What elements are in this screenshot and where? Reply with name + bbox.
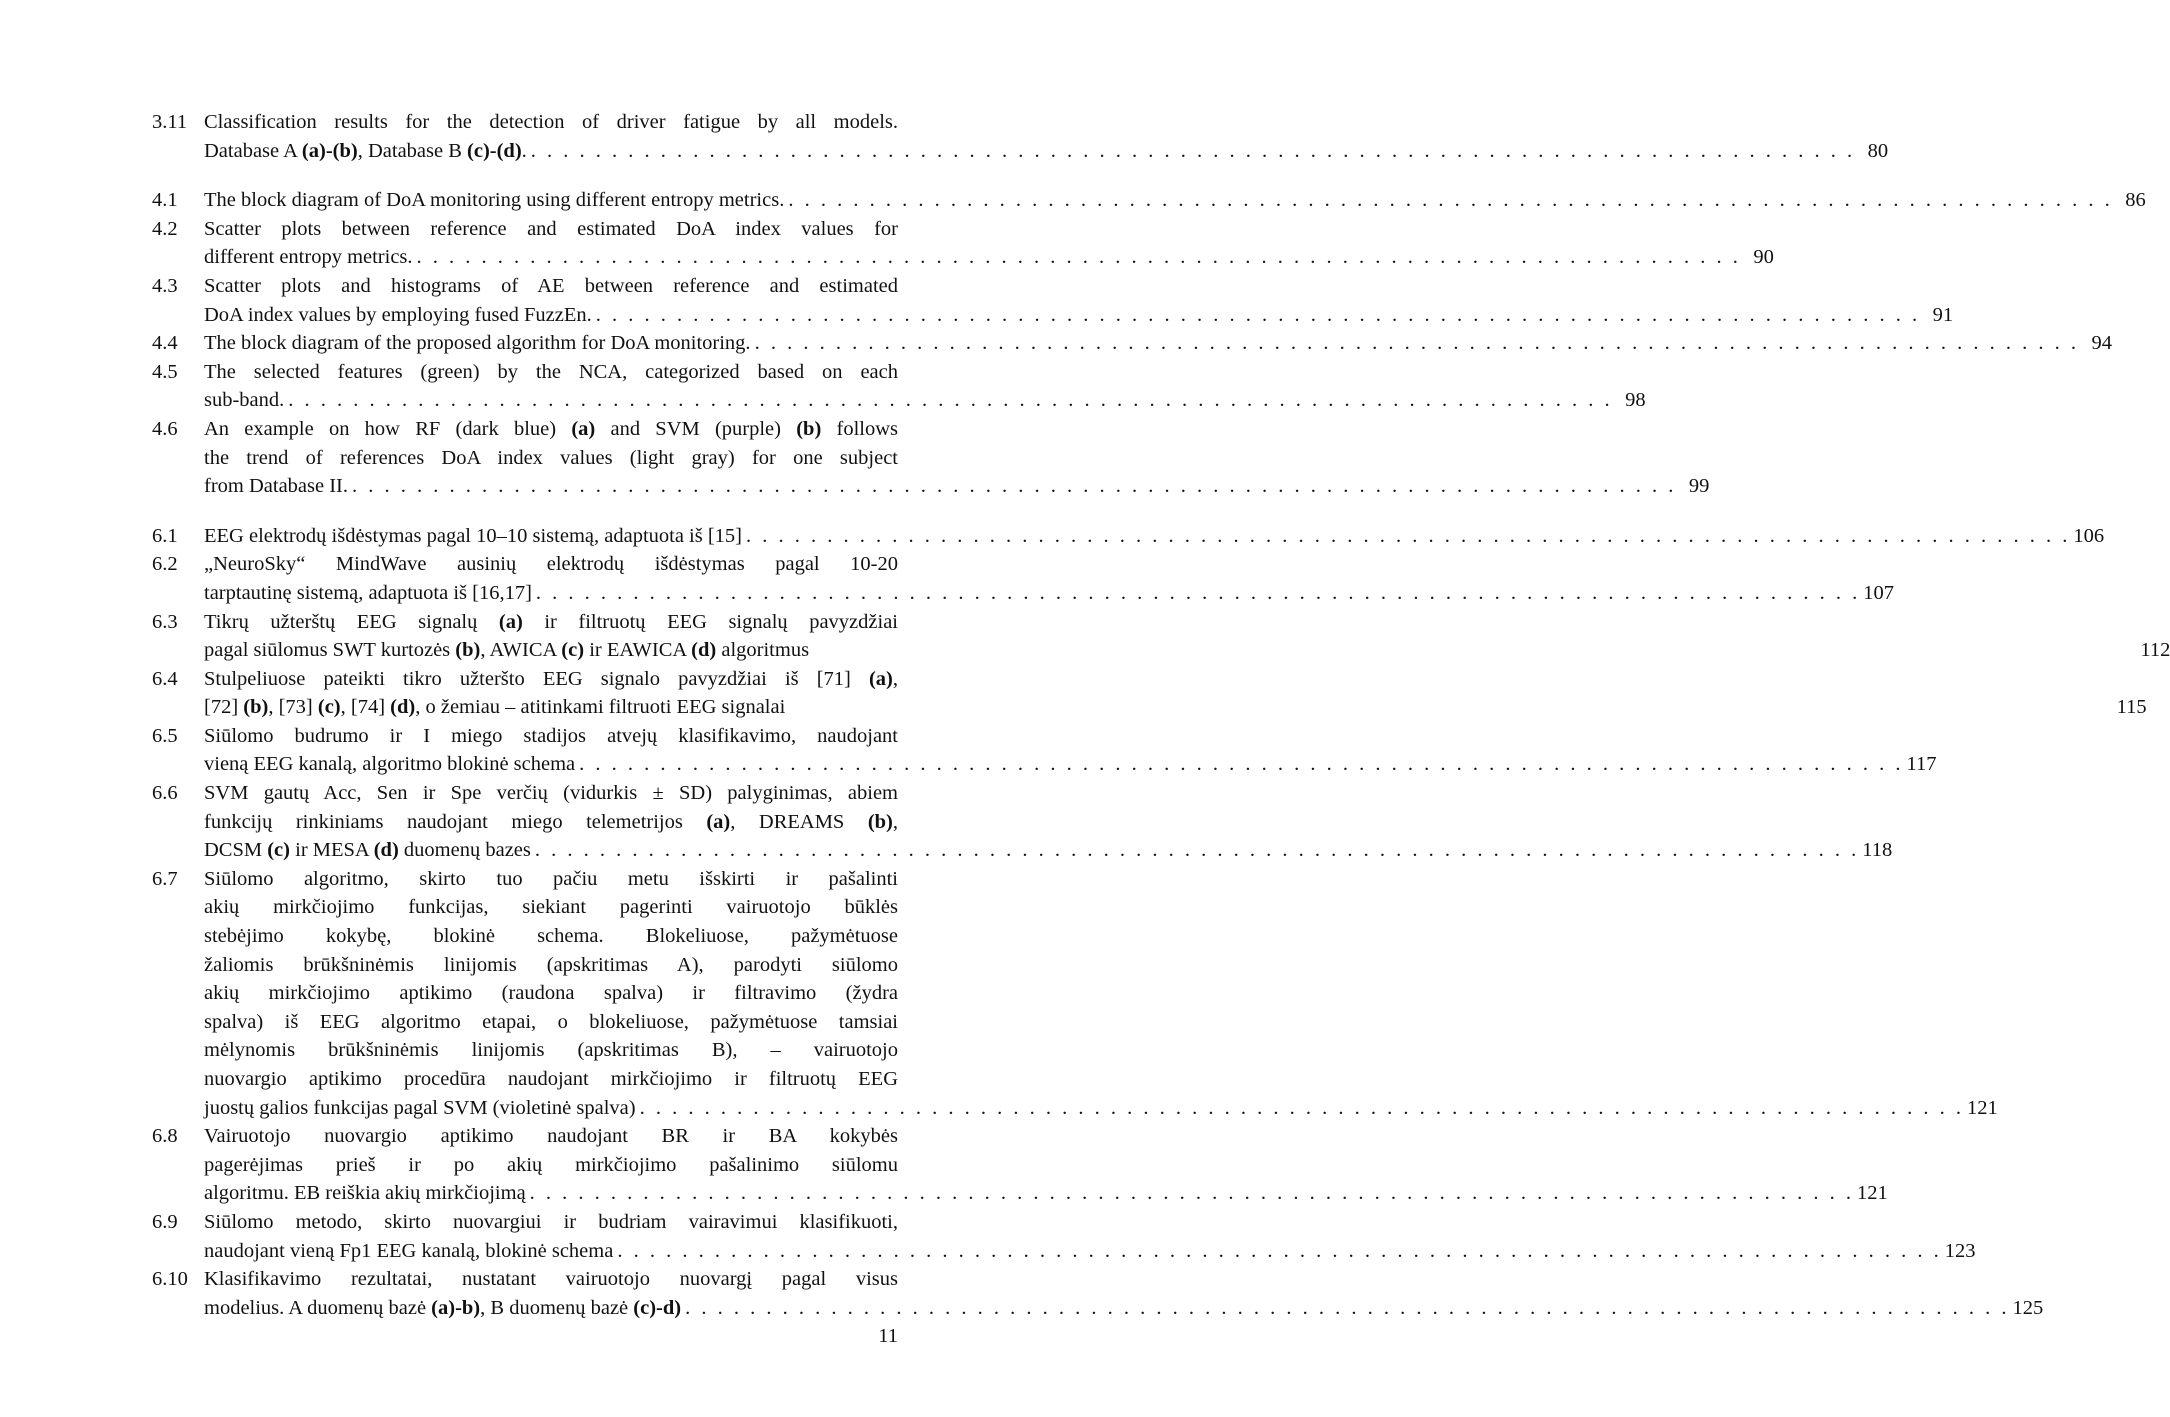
caption-line: SVM gautų Acc, Sen ir Spe verčių (vidurkis ± SD) palyginimas, abiem (204, 782, 898, 805)
figure-caption (204, 329, 2112, 358)
list-of-figures (152, 108, 2170, 1343)
entry-group (152, 186, 2146, 501)
caption-text: The block diagram of DoA monitoring using different entropy metrics. (204, 189, 785, 212)
figure-entry[interactable] (152, 865, 1998, 1122)
caption-line: stebėjimo kokybę, blokinė schema. Blokeliuose, pažymėtuose (204, 925, 898, 948)
page-ref: 98 (1625, 389, 1646, 412)
figure-number: 6.8 (152, 1125, 178, 1148)
caption-text: The block diagram of the proposed algorithm for DoA monitoring. (204, 332, 751, 355)
caption-text: modelius. A duomenų bazė (a)-b), B duomenų bazė (c)-d) (204, 1296, 682, 1319)
caption-text: sub-band. (204, 389, 285, 412)
page-ref: 121 (1966, 1096, 1998, 1119)
figure-caption (204, 865, 1998, 1122)
page-ref: 118 (1862, 839, 1893, 862)
figure-caption (204, 779, 1893, 865)
leader-dots (532, 579, 1857, 608)
caption-text: different entropy metrics. (204, 246, 413, 269)
caption-line: Klasifikavimo rezultatai, nustatant vairuotojo nuovargį pagal visus (204, 1268, 898, 1291)
leader-dots (613, 1237, 1938, 1266)
figure-number: 6.3 (152, 610, 178, 633)
caption-text: vieną EEG kanalą, algoritmo blokinė schema (204, 753, 576, 776)
figure-caption (204, 608, 2170, 665)
caption-line: Scatter plots between reference and estimated DoA index values for (204, 217, 898, 240)
page-ref: 115 (2116, 696, 2147, 719)
caption-line: Classification results for the detection of driver fatigue by all models. (204, 111, 898, 133)
caption-line: nuovargio aptikimo procedūra naudojant mirkčiojimo ir filtruotų EEG (204, 1068, 898, 1090)
caption-text: [72] (b), [73] (c), [74] (d), o žemiau – atitinkami filtruoti EEG signalai (204, 696, 786, 719)
figure-caption (204, 1122, 1888, 1208)
caption-line: Siūlomo metodo, skirto nuovargiui ir budriam vairavimui klasifikuoti, (204, 1210, 898, 1233)
figure-caption (204, 722, 1937, 779)
figure-entry[interactable] (152, 779, 1893, 865)
figure-number: 6.7 (152, 867, 178, 890)
figure-number: 4.4 (152, 332, 178, 355)
page-ref: 106 (2073, 524, 2105, 547)
caption-line: Tikrų užterštų EEG signalų (a) ir filtruotų EEG signalų pavyzdžiai (204, 610, 898, 633)
caption-text: naudojant vieną Fp1 EEG kanalą, blokinė schema (204, 1239, 614, 1262)
caption-text: pagal siūlomus SWT kurtozės (b), AWICA (c) ir EAWICA (d) algoritmus (204, 639, 810, 662)
caption-line: žaliomis brūkšninėmis linijomis (apskritimas A), parodyti siūlomo (204, 953, 898, 976)
caption-last-line (204, 386, 1646, 415)
caption-last-line (204, 301, 1954, 330)
figure-caption (204, 1265, 2044, 1322)
leader-dots (681, 1294, 2006, 1323)
figure-entry[interactable] (152, 1122, 1888, 1208)
caption-last-line (204, 243, 1774, 272)
caption-text: algoritmu. EB reiškia akių mirkčiojimą (204, 1182, 526, 1205)
leader-dots (531, 836, 1856, 865)
leader-dots (284, 386, 1609, 415)
page-ref: 107 (1863, 581, 1895, 604)
entry-group (152, 108, 1889, 165)
caption-text: Database A (a)-(b), Database B (c)-(d). (204, 139, 527, 162)
figure-number: 6.5 (152, 724, 178, 747)
page-ref: 90 (1753, 246, 1774, 269)
caption-last-line (204, 1294, 2044, 1323)
caption-line: funkcijų rinkiniams naudojant miego telemetrijos (a), DREAMS (b), (204, 810, 899, 833)
page-number: 11 (878, 1325, 898, 1347)
caption-line: The selected features (green) by the NCA, categorized based on each (204, 360, 898, 383)
leader-dots (751, 329, 2076, 358)
figure-number: 6.10 (152, 1268, 188, 1291)
figure-number: 4.6 (152, 417, 178, 440)
caption-last-line (204, 329, 2112, 358)
caption-last-line (204, 1179, 1888, 1208)
figure-caption (204, 550, 1895, 607)
page-ref: 94 (2091, 332, 2112, 355)
leader-dots (527, 137, 1852, 166)
caption-line: the trend of references DoA index values (light gray) for one subject (204, 446, 898, 469)
figure-entry[interactable] (152, 215, 1774, 272)
caption-last-line (204, 137, 1889, 166)
leader-dots (413, 243, 1738, 272)
caption-last-line (204, 1237, 1976, 1266)
page-ref: 80 (1867, 139, 1889, 162)
leader-dots (348, 472, 1673, 501)
figure-entry[interactable] (152, 522, 2105, 551)
caption-text: tarptautinę sistemą, adaptuota iš [16,17] (204, 581, 532, 604)
figure-number: 4.3 (152, 274, 178, 297)
caption-last-line (204, 636, 2170, 665)
figure-caption (204, 1208, 1976, 1265)
figure-caption (204, 108, 1889, 165)
entry-group (152, 522, 2170, 1323)
figure-entry[interactable] (152, 186, 2146, 215)
figure-number: 4.2 (152, 217, 178, 240)
figure-caption (204, 186, 2146, 215)
figure-caption (204, 215, 1774, 272)
figure-entry[interactable] (152, 415, 1710, 501)
figure-caption (204, 272, 1954, 329)
figure-number: 4.5 (152, 360, 178, 383)
figure-entry[interactable] (152, 665, 2147, 722)
figure-number: 6.9 (152, 1210, 178, 1233)
figure-number: 4.1 (152, 189, 178, 212)
figure-entry[interactable] (152, 1265, 2044, 1322)
caption-line: An example on how RF (dark blue) (a) and SVM (purple) (b) follows (204, 417, 899, 440)
figure-entry[interactable] (152, 608, 2170, 665)
page-ref: 99 (1688, 475, 1710, 498)
caption-last-line (204, 579, 1895, 608)
page-ref: 91 (1932, 303, 1954, 326)
leader-dots (784, 186, 2109, 215)
caption-line: akių mirkčiojimo funkcijas, siekiant pagerinti vairuotojo būklės (204, 896, 898, 919)
caption-last-line (204, 186, 2146, 215)
page-ref: 86 (2125, 189, 2146, 212)
caption-line: pagerėjimas prieš ir po akių mirkčiojimo pašalinimo siūlomu (204, 1153, 898, 1176)
leader-dots (575, 750, 1900, 779)
figure-caption (204, 415, 1710, 501)
figure-entry[interactable] (152, 722, 1937, 779)
caption-line: Scatter plots and histograms of AE between reference and estimated (204, 274, 898, 297)
caption-last-line (204, 836, 1893, 865)
caption-line: mėlynomis brūkšninėmis linijomis (apskritimas B), – vairuotojo (204, 1039, 898, 1062)
caption-line: spalva) iš EEG algoritmo etapai, o blokeliuose, pažymėtuose tamsiai (204, 1010, 898, 1033)
page-ref: 123 (1944, 1239, 1976, 1262)
figure-entry[interactable] (152, 108, 1889, 165)
figure-entry[interactable] (152, 1208, 1976, 1265)
caption-last-line (204, 1094, 1998, 1123)
caption-text: DoA index values by employing fused FuzzEn. (204, 303, 592, 326)
caption-last-line (204, 472, 1710, 501)
figure-entry[interactable] (152, 550, 1895, 607)
caption-line: Siūlomo algoritmo, skirto tuo pačiu metu išskirti ir pašalinti (204, 867, 898, 890)
figure-entry[interactable] (152, 272, 1954, 329)
leader-dots (742, 522, 2067, 551)
caption-text: EEG elektrodų išdėstymas pagal 10–10 sistemą, adaptuota iš [15] (204, 524, 743, 547)
leader-dots (636, 1094, 1961, 1123)
caption-line: „NeuroSky“ MindWave ausinių elektrodų išdėstymas pagal 10-20 (204, 553, 898, 576)
figure-number: 3.11 (152, 111, 188, 133)
page-ref: 125 (2012, 1296, 2044, 1319)
caption-text: DCSM (c) ir MESA (d) duomenų bazes (204, 839, 531, 862)
figure-entry[interactable] (152, 329, 2112, 358)
caption-line: Siūlomo budrumo ir I miego stadijos atvejų klasifikavimo, naudojant (204, 724, 898, 747)
figure-number: 6.4 (152, 667, 178, 690)
page-ref: 112 (2140, 639, 2170, 662)
caption-last-line (204, 693, 2147, 722)
leader-dots (592, 301, 1917, 330)
figure-number: 6.2 (152, 553, 178, 576)
figure-entry[interactable] (152, 358, 1646, 415)
caption-line: akių mirkčiojimo aptikimo (raudona spalva) ir filtravimo (žydra (204, 982, 898, 1005)
caption-text: from Database II. (204, 475, 349, 498)
caption-text: juostų galios funkcijas pagal SVM (violetinė spalva) (204, 1096, 636, 1119)
figure-caption (204, 665, 2147, 722)
leader-dots (526, 1179, 1851, 1208)
caption-last-line (204, 522, 2105, 551)
caption-line: Stulpeliuose pateikti tikro užteršto EEG signalo pavyzdžiai iš [71] (a), (204, 667, 898, 690)
page-ref: 117 (1906, 753, 1937, 776)
figure-number: 6.1 (152, 524, 178, 547)
figure-caption (204, 522, 2105, 551)
page-ref: 121 (1857, 1182, 1888, 1205)
caption-last-line (204, 750, 1937, 779)
caption-line: Vairuotojo nuovargio aptikimo naudojant BR ir BA kokybės (204, 1125, 898, 1148)
figure-number: 6.6 (152, 782, 178, 805)
figure-caption (204, 358, 1646, 415)
